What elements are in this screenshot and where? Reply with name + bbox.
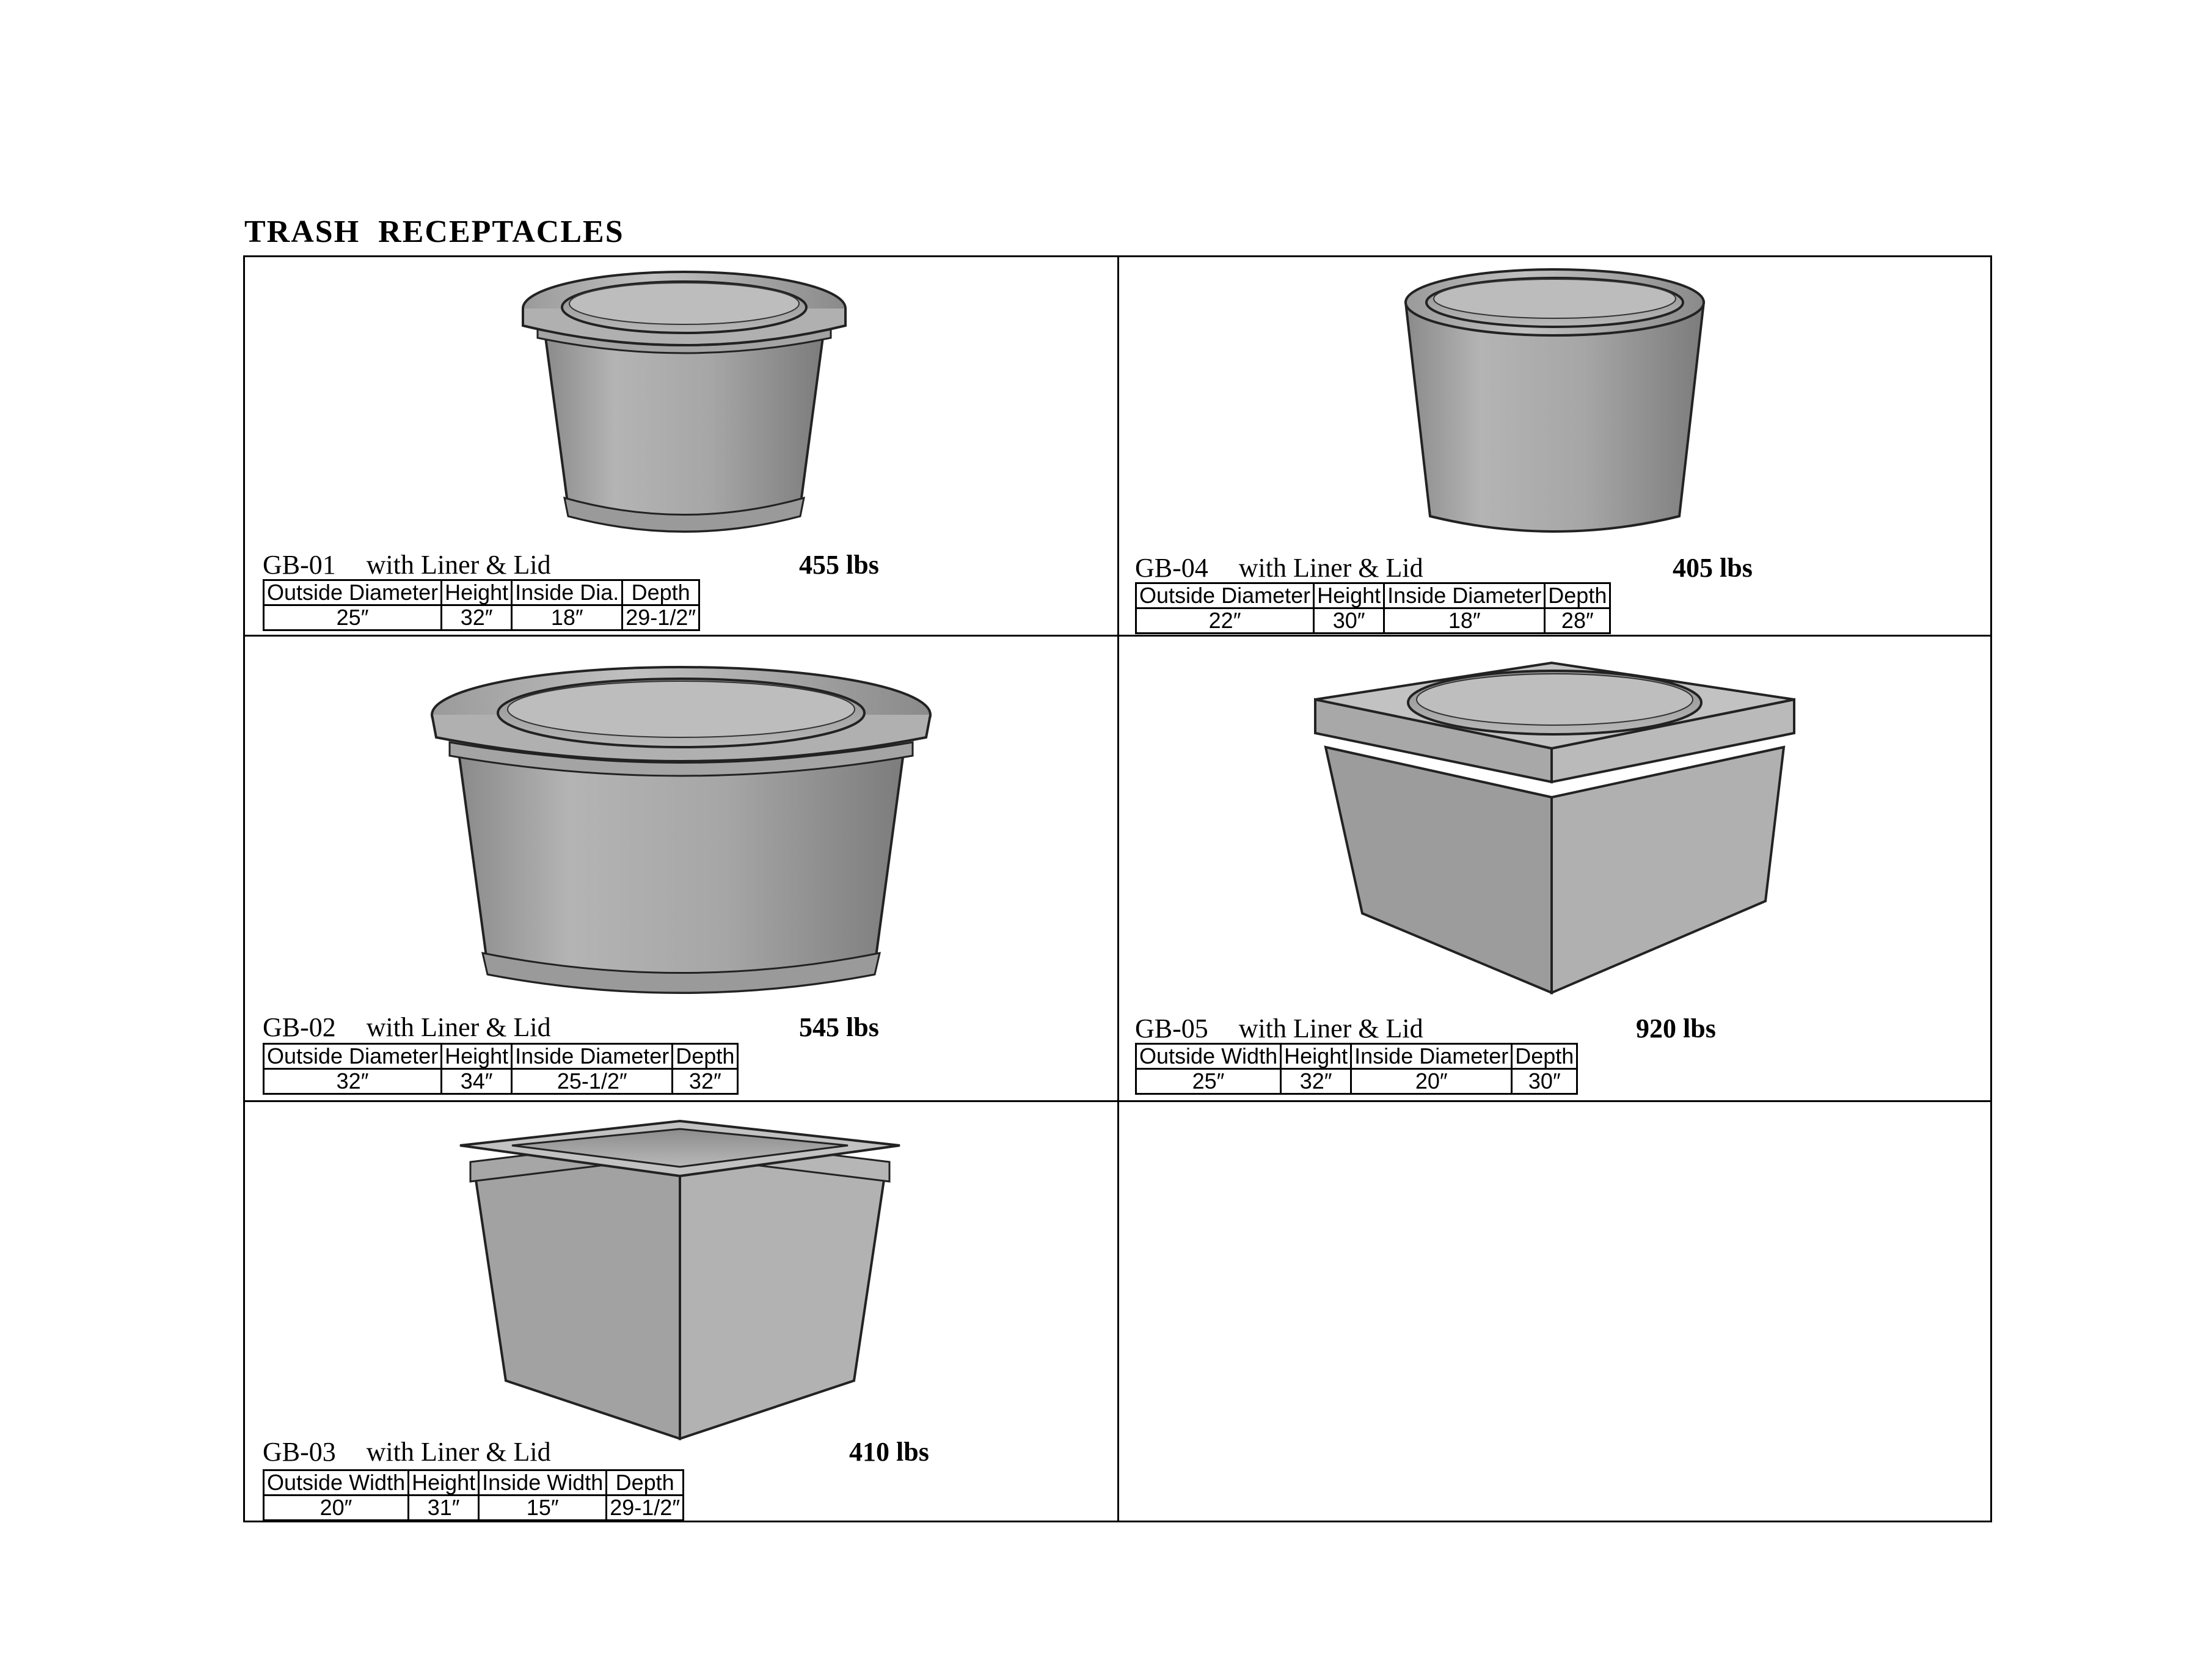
spec-header: Outside Width	[264, 1470, 409, 1496]
gb-04-caption	[1135, 553, 1753, 583]
spec-header: Height	[1281, 1044, 1351, 1069]
spec-value-row	[1136, 1069, 1577, 1094]
spec-header-row	[264, 580, 699, 605]
spec-header: Depth	[607, 1470, 684, 1496]
gb-02-illustration	[422, 657, 941, 1011]
spec-value: 32″	[264, 1069, 442, 1094]
spec-value: 25-1/2″	[512, 1069, 673, 1094]
spec-header: Depth	[673, 1044, 738, 1069]
grid-divider-vertical	[1117, 257, 1119, 1521]
spec-value: 15″	[479, 1496, 607, 1521]
grid-divider-row-1	[245, 635, 1990, 637]
spec-value: 29-1/2″	[607, 1496, 684, 1521]
gb-02-spec-table	[263, 1043, 739, 1095]
spec-header: Inside Dia.	[512, 580, 622, 605]
spec-value: 32″	[442, 605, 512, 630]
spec-value: 30″	[1314, 608, 1384, 634]
product-weight: 920 lbs	[1636, 1013, 1716, 1043]
spec-value: 28″	[1545, 608, 1610, 634]
spec-value-row	[264, 1496, 684, 1521]
spec-value: 18″	[1384, 608, 1545, 634]
gb-05-illustration	[1310, 657, 1799, 999]
gb-02-caption	[263, 1012, 879, 1042]
spec-value: 32″	[673, 1069, 738, 1094]
gb-03-caption	[263, 1437, 929, 1467]
spec-value-row	[264, 1069, 738, 1094]
product-code: GB-01	[263, 550, 336, 580]
product-weight: 455 lbs	[799, 550, 879, 580]
spec-header: Height	[442, 1044, 512, 1069]
spec-value: 30″	[1512, 1069, 1577, 1094]
gb-03-spec-table	[263, 1469, 684, 1521]
product-code: GB-04	[1135, 553, 1208, 583]
product-weight: 405 lbs	[1673, 553, 1753, 583]
spec-header-row	[264, 1044, 738, 1069]
spec-header: Height	[1314, 583, 1384, 608]
gb-05-spec-table	[1135, 1043, 1578, 1095]
spec-value: 32″	[1281, 1069, 1351, 1094]
gb-03-illustration	[457, 1118, 903, 1442]
spec-value: 25″	[1136, 1069, 1281, 1094]
spec-value: 20″	[1351, 1069, 1512, 1094]
spec-header-row	[1136, 1044, 1577, 1069]
gb-05-caption	[1135, 1013, 1716, 1043]
spec-header: Inside Width	[479, 1470, 607, 1496]
spec-value: 25″	[264, 605, 442, 630]
page-title: TRASH RECEPTACLES	[244, 214, 624, 249]
product-description: with Liner & Lid	[366, 1012, 551, 1042]
spec-header: Outside Diameter	[264, 580, 442, 605]
product-description: with Liner & Lid	[366, 1437, 551, 1467]
spec-header: Depth	[1512, 1044, 1577, 1069]
spec-value: 18″	[512, 605, 622, 630]
gb-01-spec-table	[263, 579, 700, 631]
gb-01-illustration	[513, 260, 855, 547]
product-code: GB-05	[1135, 1013, 1208, 1043]
spec-header: Outside Diameter	[264, 1044, 442, 1069]
spec-value: 20″	[264, 1496, 409, 1521]
product-code: GB-03	[263, 1437, 336, 1467]
grid-divider-row-2	[245, 1100, 1990, 1102]
gb-04-spec-table	[1135, 582, 1611, 634]
spec-header: Inside Diameter	[512, 1044, 673, 1069]
spec-header: Outside Diameter	[1136, 583, 1314, 608]
spec-header: Height	[409, 1470, 479, 1496]
spec-header: Height	[442, 580, 512, 605]
product-description: with Liner & Lid	[366, 550, 551, 580]
product-description: with Liner & Lid	[1238, 1013, 1423, 1043]
spec-header: Inside Diameter	[1351, 1044, 1512, 1069]
product-code: GB-02	[263, 1012, 336, 1042]
product-weight: 545 lbs	[799, 1012, 879, 1042]
spec-header: Inside Diameter	[1384, 583, 1545, 608]
spec-value: 31″	[409, 1496, 479, 1521]
spec-value: 22″	[1136, 608, 1314, 634]
spec-header: Depth	[1545, 583, 1610, 608]
product-description: with Liner & Lid	[1238, 553, 1423, 583]
product-weight: 410 lbs	[849, 1437, 929, 1467]
spec-header-row	[264, 1470, 684, 1496]
spec-value: 34″	[442, 1069, 512, 1094]
spec-header-row	[1136, 583, 1610, 608]
spec-header: Outside Width	[1136, 1044, 1281, 1069]
gb-04-illustration	[1396, 260, 1714, 547]
spec-value-row	[264, 605, 699, 630]
spec-value: 29-1/2″	[622, 605, 699, 630]
spec-header: Depth	[622, 580, 699, 605]
gb-01-caption	[263, 550, 879, 580]
spec-value-row	[1136, 608, 1610, 634]
